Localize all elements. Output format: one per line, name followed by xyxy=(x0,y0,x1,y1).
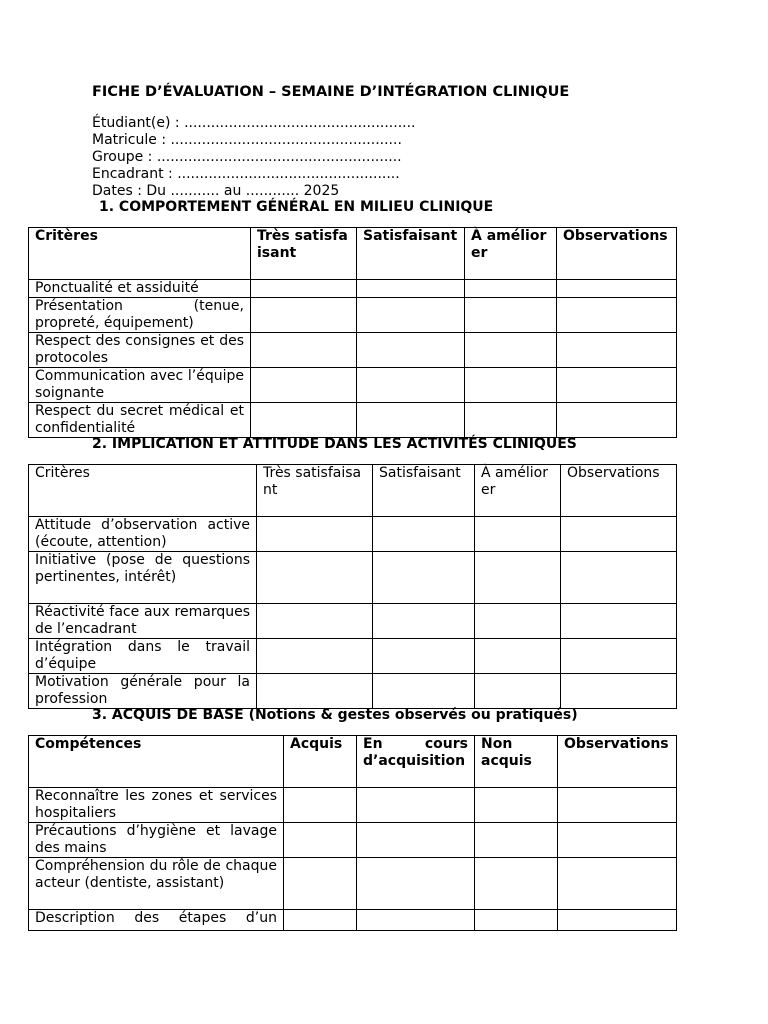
observation-cell[interactable] xyxy=(557,403,677,438)
criterion-cell: Motivation générale pour la profession xyxy=(29,674,257,709)
rating-cell[interactable] xyxy=(251,333,357,368)
header-cell: Critères xyxy=(29,465,257,517)
competence-cell: Reconnaître les zones et services hospitaliers xyxy=(29,788,284,823)
competence-cell: Précautions d’hygiène et lavage des mains xyxy=(29,823,284,858)
rating-cell[interactable] xyxy=(475,517,561,552)
observation-cell[interactable] xyxy=(561,604,677,639)
header-cell: Critères xyxy=(29,228,251,280)
header-cell: Satisfaisant xyxy=(357,228,465,280)
rating-cell[interactable] xyxy=(257,674,373,709)
criterion-cell: Attitude d’observation active (écoute, attention) xyxy=(29,517,257,552)
section-2-table xyxy=(28,464,677,709)
header-cell: Compétences xyxy=(29,736,284,788)
header-cell: À améliorer xyxy=(475,465,561,517)
observation-cell[interactable] xyxy=(557,333,677,368)
criterion-cell: Respect des consignes et des protocoles xyxy=(29,333,251,368)
section-3-table xyxy=(28,735,677,931)
criterion-cell: Communication avec l’équipe soignante xyxy=(29,368,251,403)
rating-cell[interactable] xyxy=(251,298,357,333)
rating-cell[interactable] xyxy=(465,333,557,368)
table-row xyxy=(29,403,677,438)
competence-cell: Description des étapes d’un xyxy=(29,910,284,931)
rating-cell[interactable] xyxy=(257,639,373,674)
observation-cell[interactable] xyxy=(558,858,677,910)
observation-cell[interactable] xyxy=(557,280,677,298)
rating-cell[interactable] xyxy=(357,280,465,298)
rating-cell[interactable] xyxy=(475,823,558,858)
rating-cell[interactable] xyxy=(373,639,475,674)
observation-cell[interactable] xyxy=(561,674,677,709)
rating-cell[interactable] xyxy=(251,368,357,403)
rating-cell[interactable] xyxy=(373,552,475,604)
observation-cell[interactable] xyxy=(557,368,677,403)
table-row xyxy=(29,368,677,403)
table-row xyxy=(29,788,677,823)
rating-cell[interactable] xyxy=(357,910,475,931)
table-row xyxy=(29,517,677,552)
header-cell: Observations xyxy=(557,228,677,280)
rating-cell[interactable] xyxy=(373,517,475,552)
rating-cell[interactable] xyxy=(475,910,558,931)
rating-cell[interactable] xyxy=(475,604,561,639)
criterion-cell: Initiative (pose de questions pertinentes, intérêt) xyxy=(29,552,257,604)
table-row xyxy=(29,333,677,368)
rating-cell[interactable] xyxy=(465,280,557,298)
observation-cell[interactable] xyxy=(561,517,677,552)
rating-cell[interactable] xyxy=(357,823,475,858)
table-row xyxy=(29,858,677,910)
rating-cell[interactable] xyxy=(465,403,557,438)
dates-field: Dates : Du ........... au ............ 2025 xyxy=(92,183,340,199)
rating-cell[interactable] xyxy=(251,280,357,298)
rating-cell[interactable] xyxy=(284,788,357,823)
rating-cell[interactable] xyxy=(475,552,561,604)
header-cell: Très satisfaisant xyxy=(251,228,357,280)
rating-cell[interactable] xyxy=(475,639,561,674)
table-row xyxy=(29,674,677,709)
header-cell: Acquis xyxy=(284,736,357,788)
header-cell: Non acquis xyxy=(475,736,558,788)
document-title: FICHE D’ÉVALUATION – SEMAINE D’INTÉGRATION CLINIQUE xyxy=(92,84,570,100)
header-cell: À améliorer xyxy=(465,228,557,280)
observation-cell[interactable] xyxy=(558,910,677,931)
criterion-cell: Respect du secret médical et confidentialité xyxy=(29,403,251,438)
table-row xyxy=(29,280,677,298)
observation-cell[interactable] xyxy=(557,298,677,333)
rating-cell[interactable] xyxy=(284,823,357,858)
rating-cell[interactable] xyxy=(475,788,558,823)
supervisor-field: Encadrant : .................................................. xyxy=(92,166,400,182)
header-cell: En cours d’acquisition xyxy=(357,736,475,788)
header-cell: Observations xyxy=(558,736,677,788)
section-1-heading: 1. COMPORTEMENT GÉNÉRAL EN MILIEU CLINIQUE xyxy=(99,199,494,215)
rating-cell[interactable] xyxy=(284,858,357,910)
table-row xyxy=(29,298,677,333)
rating-cell[interactable] xyxy=(257,604,373,639)
rating-cell[interactable] xyxy=(257,517,373,552)
rating-cell[interactable] xyxy=(475,858,558,910)
criterion-cell: Présentation (tenue, propreté, équipement) xyxy=(29,298,251,333)
table-header-row xyxy=(29,465,677,517)
rating-cell[interactable] xyxy=(373,604,475,639)
header-cell: Satisfaisant xyxy=(373,465,475,517)
rating-cell[interactable] xyxy=(373,674,475,709)
table-row xyxy=(29,552,677,604)
student-field: Étudiant(e) : .................................................... xyxy=(92,115,416,131)
rating-cell[interactable] xyxy=(257,552,373,604)
rating-cell[interactable] xyxy=(465,368,557,403)
matricule-field: Matricule : .................................................... xyxy=(92,132,402,148)
observation-cell[interactable] xyxy=(561,639,677,674)
table-row xyxy=(29,823,677,858)
header-cell: Observations xyxy=(561,465,677,517)
section-1-table xyxy=(28,227,677,438)
rating-cell[interactable] xyxy=(251,403,357,438)
rating-cell[interactable] xyxy=(465,298,557,333)
table-row xyxy=(29,910,677,931)
rating-cell[interactable] xyxy=(475,674,561,709)
rating-cell[interactable] xyxy=(357,368,465,403)
rating-cell[interactable] xyxy=(357,333,465,368)
observation-cell[interactable] xyxy=(558,823,677,858)
observation-cell[interactable] xyxy=(561,552,677,604)
observation-cell[interactable] xyxy=(558,788,677,823)
section-2-heading: 2. IMPLICATION ET ATTITUDE DANS LES ACTIVITÉS CLINIQUES xyxy=(92,436,577,452)
table-header-row xyxy=(29,736,677,788)
group-field: Groupe : ....................................................... xyxy=(92,149,402,165)
criterion-cell: Ponctualité et assiduité xyxy=(29,280,251,298)
section-3-heading: 3. ACQUIS DE BASE (Notions & gestes observés ou pratiqués) xyxy=(92,707,578,723)
table-row xyxy=(29,639,677,674)
rating-cell[interactable] xyxy=(284,910,357,931)
table-header-row xyxy=(29,228,677,280)
table-row xyxy=(29,604,677,639)
rating-cell[interactable] xyxy=(357,298,465,333)
criterion-cell: Intégration dans le travail d’équipe xyxy=(29,639,257,674)
rating-cell[interactable] xyxy=(357,788,475,823)
criterion-cell: Réactivité face aux remarques de l’encadrant xyxy=(29,604,257,639)
competence-cell: Compréhension du rôle de chaque acteur (dentiste, assistant) xyxy=(29,858,284,910)
rating-cell[interactable] xyxy=(357,403,465,438)
rating-cell[interactable] xyxy=(357,858,475,910)
header-cell: Très satisfaisant xyxy=(257,465,373,517)
